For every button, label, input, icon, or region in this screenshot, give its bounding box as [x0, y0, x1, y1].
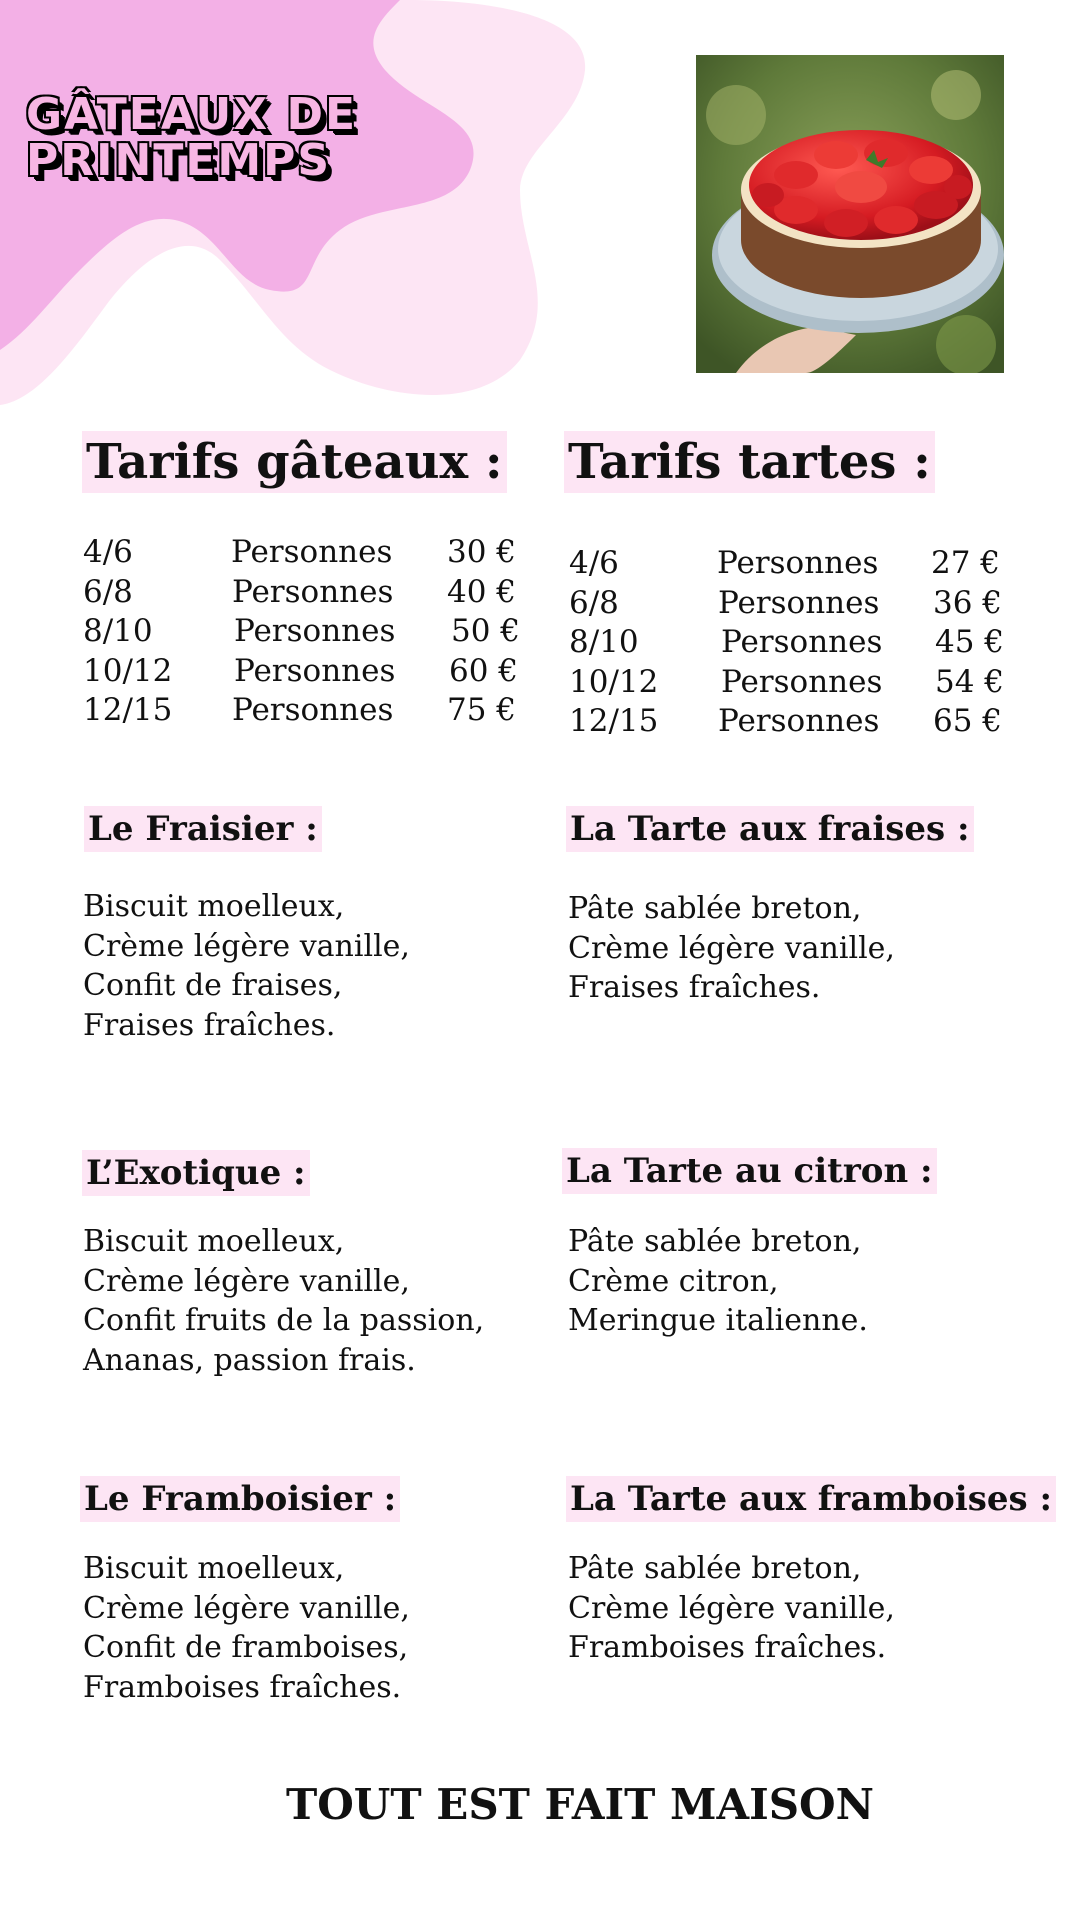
cakes-prices-table: [83, 533, 523, 731]
tart-title-citron: La Tarte au citron :: [562, 1148, 937, 1194]
tart-desc-fraises: [568, 889, 895, 1008]
size-cell: 10/12: [569, 663, 659, 700]
desc-line: Pâte sablée breton,: [568, 891, 862, 926]
price-cell: 65 €: [933, 703, 1003, 739]
price-cell: 45 €: [935, 624, 1005, 660]
label-cell: Personnes: [234, 652, 396, 689]
cake-desc-exotique: [83, 1222, 484, 1380]
tart-desc-citron: [568, 1222, 868, 1341]
tarts-prices-heading: Tarifs tartes :: [564, 431, 935, 493]
footer-homemade-note: TOUT EST FAIT MAISON: [285, 1780, 875, 1829]
table-row: [569, 702, 1009, 742]
label-cell: Personnes: [718, 703, 880, 739]
desc-line: Biscuit moelleux,: [83, 1224, 345, 1259]
label-cell: Personnes: [717, 545, 879, 581]
desc-line: Crème citron,: [568, 1263, 779, 1299]
label-cell: Personnes: [718, 584, 880, 621]
size-cell: 4/6: [83, 534, 133, 570]
cake-title-framboisier: Le Framboisier :: [80, 1476, 400, 1522]
cake-desc-framboisier: [83, 1549, 410, 1707]
page-title-line-1: GÂTEAUX DE: [26, 89, 358, 140]
desc-line: Crème légère vanille,: [83, 928, 410, 964]
desc-line: Pâte sablée breton,: [568, 1224, 862, 1259]
table-row: [83, 533, 523, 573]
page-title-line-2: PRINTEMPS: [26, 135, 332, 186]
size-cell: 8/10: [569, 624, 639, 660]
cakes-prices-heading: Tarifs gâteaux :: [82, 431, 507, 493]
price-cell: 40 €: [447, 573, 517, 610]
desc-line: Biscuit moelleux,: [83, 889, 345, 924]
desc-line: Fraises fraîches.: [568, 970, 821, 1005]
desc-line: Framboises fraîches.: [83, 1669, 402, 1705]
desc-line: Framboises fraîches.: [568, 1630, 887, 1665]
desc-line: Confit fruits de la passion,: [83, 1303, 485, 1338]
table-row: [569, 663, 1009, 703]
desc-line: Confit de fraises,: [83, 968, 343, 1003]
price-cell: 36 €: [933, 584, 1003, 621]
price-cell: 30 €: [447, 534, 517, 570]
desc-line: Ananas, passion frais.: [83, 1342, 416, 1378]
size-cell: 12/15: [569, 703, 659, 739]
desc-line: Pâte sablée breton,: [568, 1551, 862, 1586]
size-cell: 6/8: [569, 584, 619, 621]
price-cell: 75 €: [447, 692, 517, 728]
size-cell: 4/6: [569, 545, 619, 581]
price-cell: 50 €: [451, 613, 521, 649]
size-cell: 10/12: [83, 652, 173, 689]
strawberry-tart-photo: [696, 55, 1004, 373]
label-cell: Personnes: [721, 663, 883, 700]
desc-line: Fraises fraîches.: [83, 1007, 336, 1043]
table-row: [83, 691, 523, 731]
label-cell: Personnes: [232, 692, 394, 728]
pink-blob-decoration: [0, 0, 600, 420]
table-row: [83, 573, 523, 613]
tart-desc-framboises: [568, 1549, 895, 1668]
price-cell: 27 €: [931, 545, 1001, 581]
table-row: [569, 623, 1009, 663]
tart-title-framboises: La Tarte aux framboises :: [566, 1476, 1056, 1522]
table-row: [83, 612, 523, 652]
table-row: [83, 652, 523, 692]
table-row: [569, 544, 1009, 584]
desc-line: Crème légère vanille,: [83, 1590, 410, 1626]
label-cell: Personnes: [721, 624, 883, 660]
price-cell: 54 €: [935, 663, 1005, 700]
label-cell: Personnes: [234, 613, 396, 649]
desc-line: Meringue italienne.: [568, 1303, 868, 1338]
desc-line: Biscuit moelleux,: [83, 1551, 345, 1586]
label-cell: Personnes: [232, 573, 394, 610]
size-cell: 8/10: [83, 613, 153, 649]
size-cell: 12/15: [83, 692, 173, 728]
desc-line: Confit de framboises,: [83, 1630, 409, 1665]
tart-title-fraises: La Tarte aux fraises :: [566, 806, 974, 852]
tarts-prices-table: [569, 544, 1009, 742]
desc-line: Crème légère vanille,: [568, 930, 895, 966]
desc-line: Crème légère vanille,: [83, 1263, 410, 1299]
price-cell: 60 €: [449, 652, 519, 689]
table-row: [569, 584, 1009, 624]
size-cell: 6/8: [83, 573, 133, 610]
cake-desc-fraisier: [83, 887, 410, 1045]
cake-title-fraisier: Le Fraisier :: [84, 806, 322, 852]
desc-line: Crème légère vanille,: [568, 1590, 895, 1626]
page-title: [26, 89, 358, 186]
label-cell: Personnes: [231, 534, 393, 570]
cake-title-exotique: L’Exotique :: [82, 1150, 310, 1196]
